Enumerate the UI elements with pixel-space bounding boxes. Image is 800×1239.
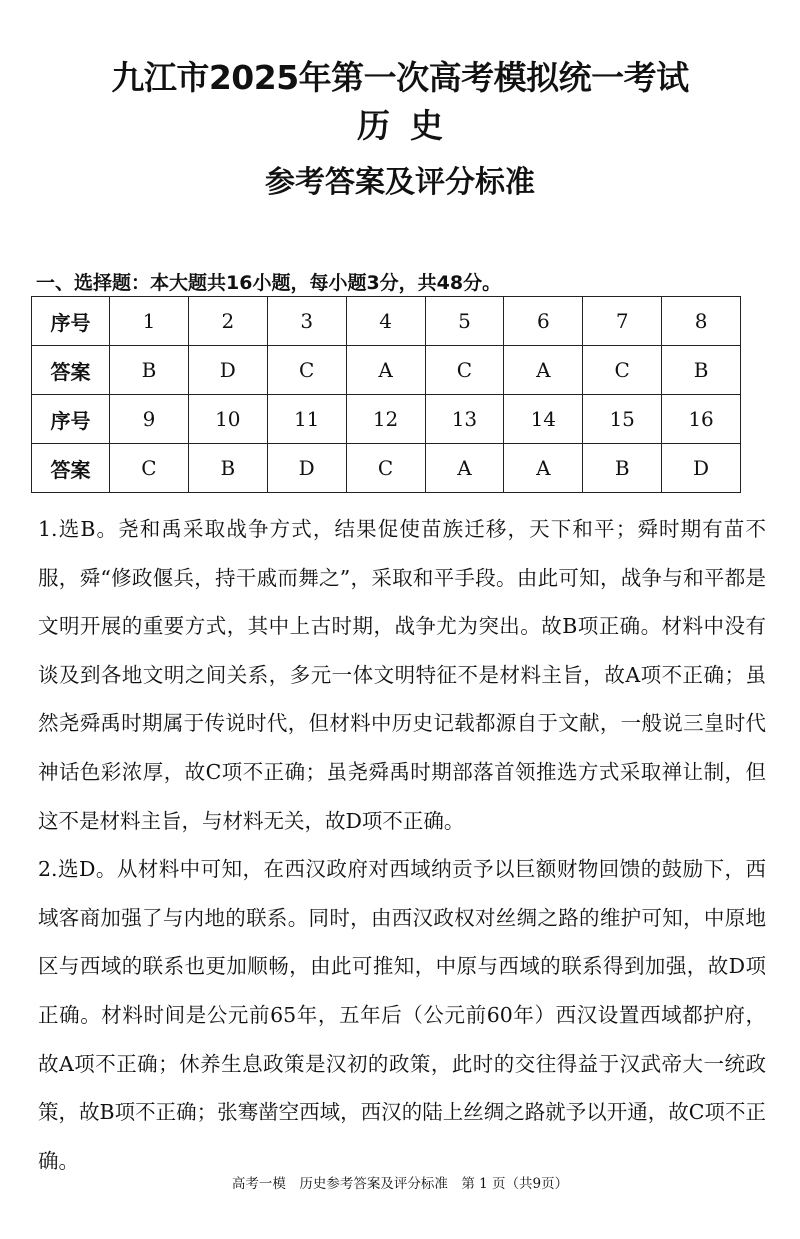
explanation-paragraph: 2.选D。从材料中可知，在西汉政府对西域纳贡予以巨额财物回馈的鼓励下，西域客商加强了与内地的联系。同时，由西汉政权对丝绸之路的维护可知，中原地区与西域的联系也更加顺畅，由此可推知，中原与西域的联系得到加强，故D项正确。材料时间是公元前65年，五年后（公元前60年）西汉设置西域都护府，故A项不正确；休养生息政策是汉初的政策，此时的交往得益于汉武帝大一统政策，故B项不正确；张骞凿空西域，西汉的陆上丝绸之路就予以开通，故C项不正确。 [38,857,766,1173]
question-number: 11 [267,395,346,444]
row-label-number: 序号 [32,395,110,444]
subject-title: 历史 [357,106,463,145]
document-subtitle: 参考答案及评分标准 [265,165,535,200]
question-number: 1 [110,297,189,346]
row-label-number: 序号 [32,297,110,346]
question-number: 10 [188,395,267,444]
explanations [38,505,766,1185]
answer-cell: B [583,444,662,493]
question-number: 2 [188,297,267,346]
page-footer: 高考一模 历史参考答案及评分标准 第 1 页（共9页） [231,1176,569,1192]
question-number: 3 [267,297,346,346]
exam-title: 九江市2025年第一次高考模拟统一考试 [111,58,689,97]
answer-cell: B [662,346,741,395]
question-number: 14 [504,395,583,444]
answer-cell: C [110,444,189,493]
answer-table [31,296,741,493]
question-number: 16 [662,395,741,444]
answer-cell: C [267,346,346,395]
answer-cell: D [662,444,741,493]
question-number: 4 [346,297,425,346]
answer-cell: C [346,444,425,493]
answer-cell: B [188,444,267,493]
table-row-answers [32,444,741,493]
table-row-answers [32,346,741,395]
question-number: 5 [425,297,504,346]
answer-cell: C [583,346,662,395]
answer-cell: B [110,346,189,395]
explanation-paragraph: 1.选B。尧和禹采取战争方式，结果促使苗族迁移，天下和平；舜时期有苗不服，舜“修政偃兵，持干戚而舞之”，采取和平手段。由此可知，战争与和平都是文明开展的重要方式，其中上古时期，战争尤为突出。故B项正确。材料中没有谈及到各地文明之间关系，多元一体文明特征不是材料主旨，故A项不正确；虽然尧舜禹时期属于传说时代，但材料中历史记载都源自于文献，一般说三皇时代神话色彩浓厚，故C项不正确；虽尧舜禹时期部落首领推选方式采取禅让制，但这不是材料主旨，与材料无关，故D项不正确。 [38,517,766,833]
question-number: 15 [583,395,662,444]
question-number: 6 [504,297,583,346]
row-label-answer: 答案 [32,444,110,493]
question-number: 8 [662,297,741,346]
question-number: 12 [346,395,425,444]
section-heading: 一、选择题：本大题共16小题，每小题3分，共48分。 [36,272,502,294]
answer-cell: A [504,444,583,493]
question-number: 13 [425,395,504,444]
answer-cell: A [504,346,583,395]
answer-cell: C [425,346,504,395]
answer-cell: A [425,444,504,493]
question-number: 9 [110,395,189,444]
answer-cell: A [346,346,425,395]
answer-cell: D [188,346,267,395]
table-row-numbers [32,297,741,346]
answer-cell: D [267,444,346,493]
row-label-answer: 答案 [32,346,110,395]
table-row-numbers [32,395,741,444]
question-number: 7 [583,297,662,346]
